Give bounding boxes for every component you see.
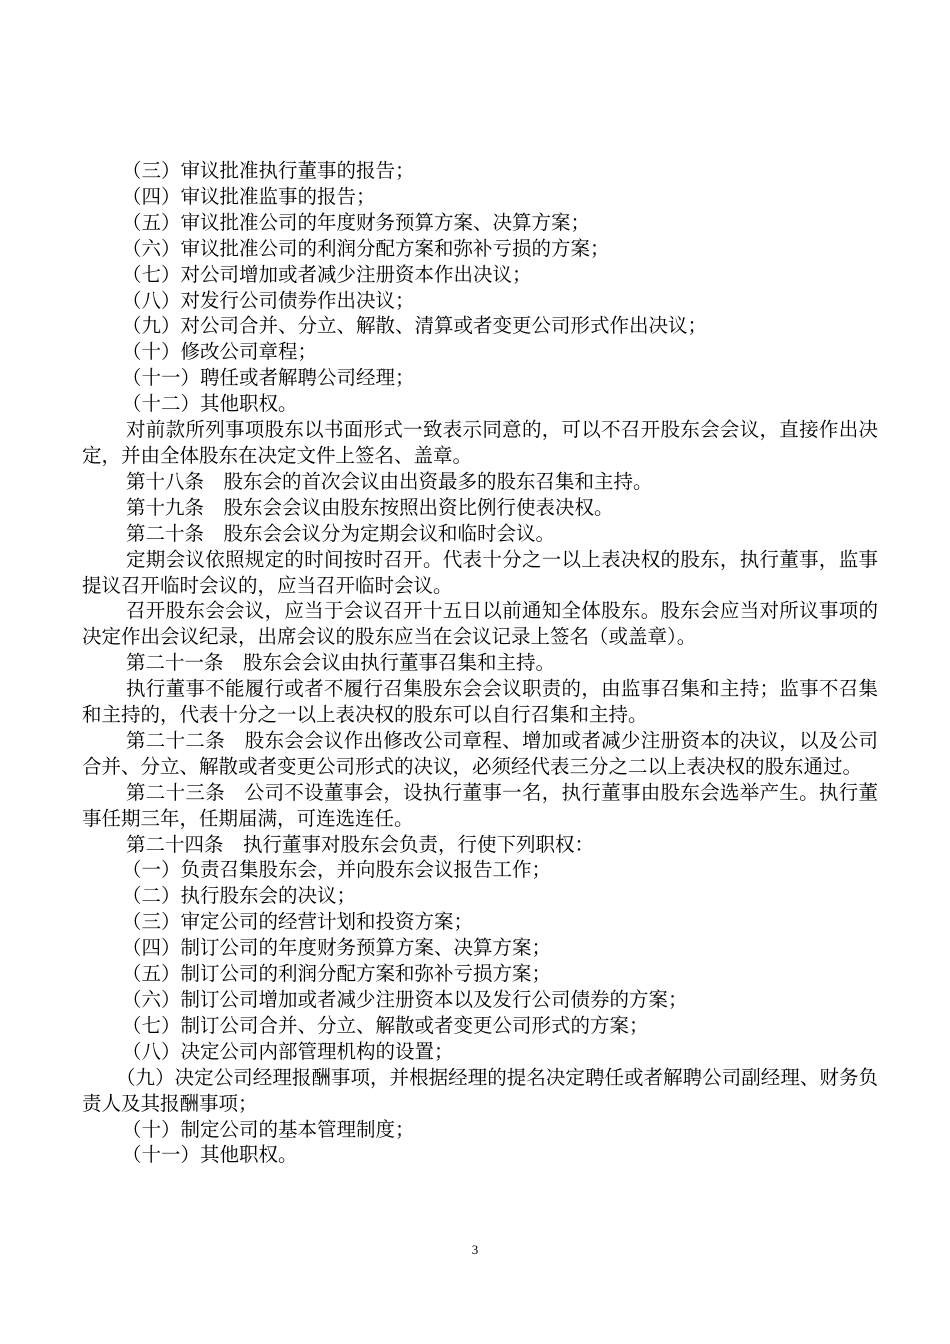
list-item: （八）决定公司内部管理机构的设置； — [122, 1039, 454, 1063]
list-item: （四）制订公司的年度财务预算方案、决算方案； — [122, 936, 552, 960]
article-23: 第二十三条 公司不设董事会，设执行董事一名，执行董事由股东会选举产生。执行董事任期三年，任期届满，可连选连任。 — [82, 780, 878, 830]
article-22: 第二十二条 股东会会议作出修改公司章程、增加或者减少注册资本的决议，以及公司合并、分立、解散或者变更公司形式的决议，必须经代表三分之二以上表决权的股东通过。 — [82, 728, 878, 778]
list-item: （九）决定公司经理报酬事项，并根据经理的提名决定聘任或者解聘公司副经理、财务负责人及其报酬事项； — [82, 1065, 878, 1115]
list-item: （五）制订公司的利润分配方案和弥补亏损方案； — [122, 962, 552, 986]
article-20: 第二十条 股东会会议分为定期会议和临时会议。 — [126, 521, 556, 545]
document-body — [82, 158, 878, 1168]
page-number: 3 — [471, 1242, 479, 1257]
list-item: （七）对公司增加或者减少注册资本作出决议； — [122, 262, 532, 286]
list-item: （四）审议批准监事的报告； — [122, 184, 376, 208]
list-item: （五）审议批准公司的年度财务预算方案、决算方案； — [122, 210, 591, 234]
list-item: （十一）聘任或者解聘公司经理； — [122, 366, 415, 390]
list-item: （七）制订公司合并、分立、解散或者变更公司形式的方案； — [122, 1013, 649, 1037]
list-item: （三）审定公司的经营计划和投资方案； — [122, 910, 474, 934]
list-item: （六）审议批准公司的利润分配方案和弥补亏损的方案； — [122, 236, 610, 260]
paragraph-supervisor-convene: 执行董事不能履行或者不履行召集股东会会议职责的，由监事召集和主持；监事不召集和主持的，代表十分之一以上表决权的股东可以自行召集和主持。 — [82, 677, 878, 727]
list-item: （九）对公司合并、分立、解散、清算或者变更公司形式作出决议； — [122, 314, 708, 338]
paragraph-meeting-notice: 召开股东会会议，应当于会议召开十五日以前通知全体股东。股东会应当对所议事项的决定作出会议纪录，出席会议的股东应当在会议记录上签名（或盖章）。 — [82, 599, 878, 649]
article-19: 第十九条 股东会会议由股东按照出资比例行使表决权。 — [126, 495, 614, 519]
article-24: 第二十四条 执行董事对股东会负责，行使下列职权： — [126, 832, 595, 856]
paragraph-unanimous-consent: 对前款所列事项股东以书面形式一致表示同意的，可以不召开股东会会议，直接作出决定，并由全体股东在决定文件上签名、盖章。 — [82, 418, 878, 467]
list-item: （十二）其他职权。 — [122, 392, 298, 416]
list-item: （十）制定公司的基本管理制度； — [122, 1117, 415, 1141]
list-item: （八）对发行公司债券作出决议； — [122, 288, 415, 312]
list-item: （一）负责召集股东会，并向股东会议报告工作； — [122, 858, 552, 882]
paragraph-regular-meetings: 定期会议依照规定的时间按时召开。代表十分之一以上表决权的股东，执行董事，监事提议召开临时会议的，应当召开临时会议。 — [82, 547, 878, 597]
list-item: （十）修改公司章程； — [122, 340, 318, 364]
list-item: （六）制订公司增加或者减少注册资本以及发行公司债券的方案； — [122, 988, 688, 1011]
list-item: （二）执行股东会的决议； — [122, 884, 357, 908]
article-21: 第二十一条 股东会会议由执行董事召集和主持。 — [126, 651, 556, 675]
list-item: （三）审议批准执行董事的报告； — [122, 159, 415, 182]
list-item: （十一）其他职权。 — [122, 1143, 298, 1167]
article-18: 第十八条 股东会的首次会议由出资最多的股东召集和主持。 — [126, 469, 653, 493]
